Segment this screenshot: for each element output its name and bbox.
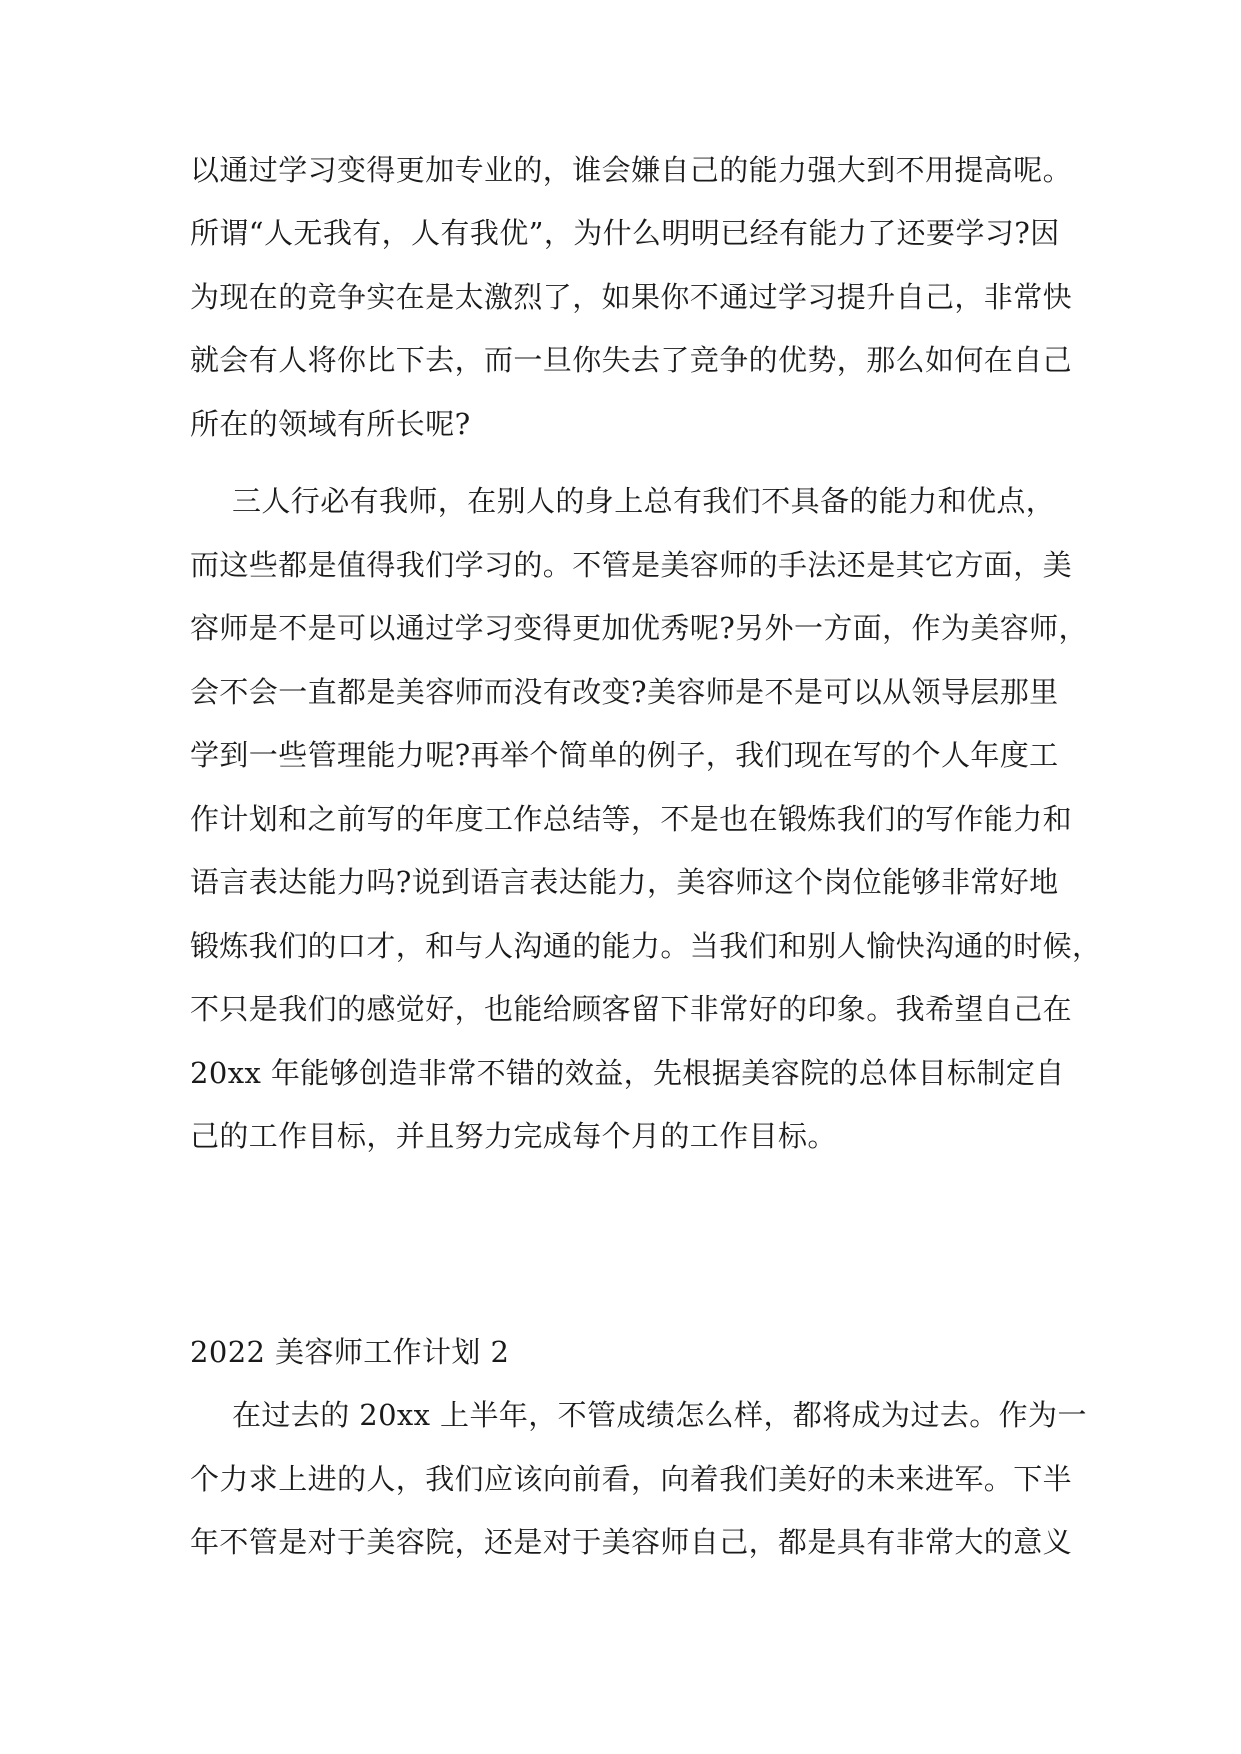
text-line: 以通过学习变得更加专业的，谁会嫌自己的能力强大到不用提高呢。	[190, 153, 1073, 187]
text-line: 就会有人将你比下去，而一旦你失去了竞争的优势，那么如何在自己	[190, 343, 1073, 377]
text-line: 不只是我们的感觉好，也能给顾客留下非常好的印象。我希望自己在	[190, 992, 1073, 1026]
text-line: 为现在的竞争实在是太激烈了，如果你不通过学习提升自己，非常快	[190, 280, 1073, 314]
text-line: 而这些都是值得我们学习的。不管是美容师的手法还是其它方面，美	[190, 548, 1073, 582]
text-line: 在过去的 20xx 上半年，不管成绩怎么样，都将成为过去。作为一	[232, 1398, 1087, 1432]
text-line: 所在的领域有所长呢?	[190, 407, 471, 441]
text-line: 年不管是对于美容院，还是对于美容师自己，都是具有非常大的意义	[190, 1525, 1073, 1559]
text-line: 作计划和之前写的年度工作总结等，不是也在锻炼我们的写作能力和	[190, 802, 1073, 836]
text-line: 锻炼我们的口才，和与人沟通的能力。当我们和别人愉快沟通的时候，	[190, 929, 1102, 963]
text-line: 容师是不是可以通过学习变得更加优秀呢?另外一方面，作为美容师，	[190, 611, 1088, 645]
text-line: 所谓“人无我有，人有我优”，为什么明明已经有能力了还要学习?因	[190, 216, 1060, 250]
text-line: 个力求上进的人，我们应该向前看，向着我们美好的未来进军。下半	[190, 1462, 1073, 1496]
text-line: 20xx 年能够创造非常不错的效益，先根据美容院的总体目标制定自	[190, 1056, 1065, 1090]
text-line: 学到一些管理能力呢?再举个简单的例子，我们现在写的个人年度工	[190, 738, 1059, 772]
text-line: 三人行必有我师，在别人的身上总有我们不具备的能力和优点，	[232, 484, 1056, 518]
text-line: 会不会一直都是美容师而没有改变?美容师是不是可以从领导层那里	[190, 675, 1059, 709]
text-line: 己的工作目标，并且努力完成每个月的工作目标。	[190, 1119, 837, 1153]
text-line: 语言表达能力吗?说到语言表达能力，美容师这个岗位能够非常好地	[190, 865, 1059, 899]
section-heading: 2022 美容师工作计划 2	[190, 1335, 510, 1369]
